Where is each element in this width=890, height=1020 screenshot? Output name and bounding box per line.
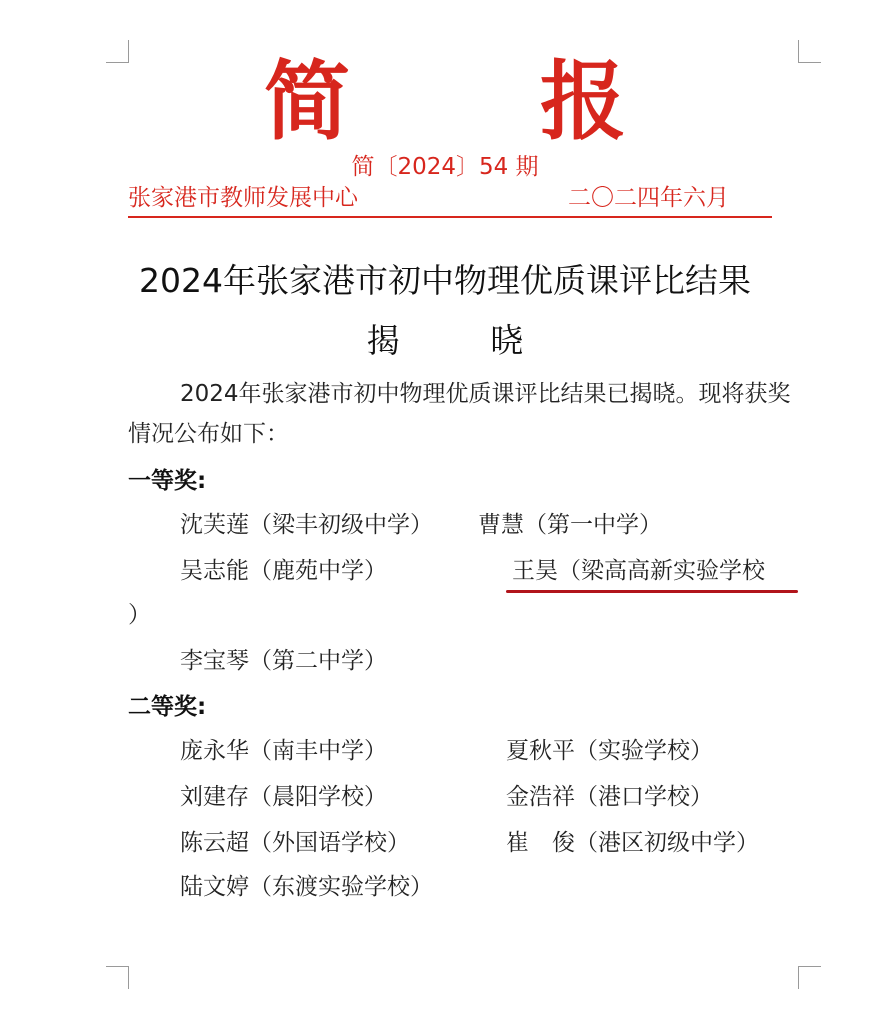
issue-number: 简〔2024〕54 期 — [351, 154, 539, 180]
article-title-line2: 揭 晓 — [366, 321, 564, 360]
wrapped-closing-paren: ） — [128, 602, 151, 628]
winner-entry: 陈云超（外国语学校） — [180, 830, 410, 856]
winner-entry: 吴志能（鹿苑中学） — [180, 558, 387, 584]
winner-entry: 曹慧（第一中学） — [478, 512, 662, 538]
winner-entry: 沈芙莲（梁丰初级中学） — [180, 512, 433, 538]
winner-entry: 夏秋平（实验学校） — [506, 738, 713, 764]
header-divider — [128, 216, 772, 218]
bulletin-masthead: 简 报 — [264, 52, 706, 152]
highlight-underline — [506, 590, 798, 593]
winner-entry: 崔 俊（港区初级中学） — [506, 830, 759, 856]
winner-entry: 刘建存（晨阳学校） — [180, 784, 387, 810]
issue-date: 二〇二四年六月 — [568, 185, 729, 211]
first-prize-heading: 一等奖: — [128, 468, 207, 494]
intro-paragraph: 2024年张家港市初中物理优质课评比结果已揭晓。现将获奖情况公布如下： — [128, 381, 791, 447]
crop-mark-bottom-right — [798, 966, 821, 989]
winner-entry: 金浩祥（港口学校） — [506, 784, 713, 810]
crop-mark-bottom-left — [106, 966, 129, 989]
issuing-organization: 张家港市教师发展中心 — [128, 185, 358, 211]
second-prize-heading: 二等奖: — [128, 694, 207, 720]
winner-entry-highlighted: 王昊（梁高高新实验学校 — [512, 558, 765, 584]
winner-entry: 庞永华（南丰中学） — [180, 738, 387, 764]
winner-entry: 陆文婷（东渡实验学校） — [180, 874, 433, 900]
article-title: 2024年张家港市初中物理优质课评比结果 — [139, 261, 751, 300]
winner-entry: 李宝琴（第二中学） — [180, 648, 387, 674]
